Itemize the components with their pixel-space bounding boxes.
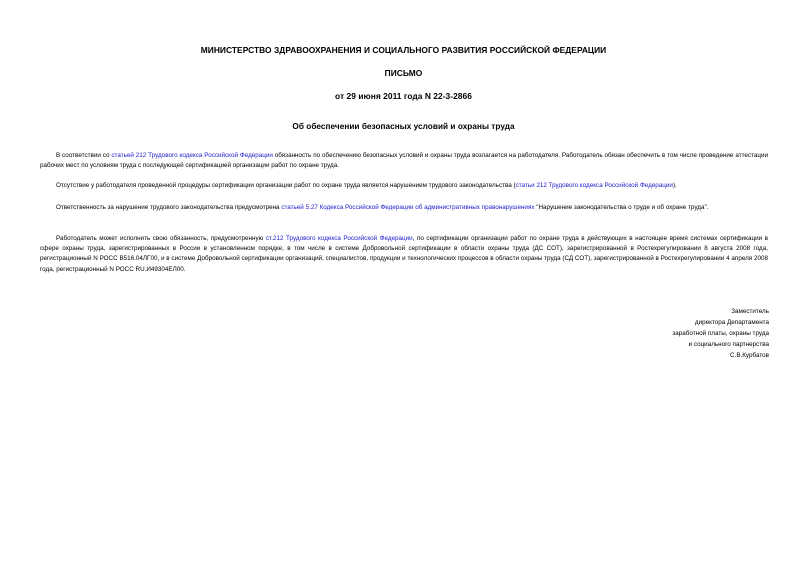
article-212-link[interactable]: статьей 212 Трудового кодекса Российской Федерации: [111, 152, 273, 159]
ministry-heading: МИНИСТЕРСТВО ЗДРАВООХРАНЕНИЯ И СОЦИАЛЬНОГО РАЗВИТИЯ РОССИЙСКОЙ ФЕДЕРАЦИИ: [200, 45, 607, 55]
paragraph-2-text-end: ).: [672, 182, 677, 189]
signatory-name: С.В.Курбатов: [730, 352, 769, 359]
article-212-link-2[interactable]: статьи 212 Трудового кодекса Российской Федерации: [515, 182, 673, 189]
signature-line-title: Заместитель: [731, 308, 769, 315]
paragraph-3-text-start: Ответственность за нарушение трудового законодательства предусмотрена: [56, 204, 282, 211]
paragraph-2-text-start: Отсутствие у работодателя проведенной процедуры сертификации организации работ по охране труда является нарушением трудового законодательства (: [56, 182, 516, 189]
paragraph-4-text-end: , по сертификации организации работ по охране труда в действующих в настоящее время системах сертификации в сфере охраны труда, зарегистрированных в России в установленном порядке, в том числе в системе Добровольной сертификации в области охраны труда (ДС СОТ), зарегистрированной в Ростехрегулировании 8 августа 2008 года, регистрационный N РОСС В516.04ЛГ00, и в системе Добровольной сертификации организаций, специалистов, продукции и технологических процессов в области охраны труда (СД СОТ), зарегистрированной в Ростехрегулировании 4 апреля 2008 года, регистрационный N РОСС RU.И49304ЕЛ00.: [40, 235, 768, 273]
article-5-27-link[interactable]: статьей 5.27 Кодекса Российской Федерации об административных правонарушениях: [281, 204, 535, 211]
article-212-link-3[interactable]: ст.212 Трудового кодекса Российской Федерации: [265, 235, 413, 242]
paragraph-4: [40, 234, 768, 275]
paragraph-4-text-start: Работодатель может исполнить свою обязанность, предусмотренную: [56, 235, 266, 242]
signature-block: [672, 306, 769, 361]
signature-line-department: заработной платы, охраны труда: [672, 330, 769, 337]
paragraph-1-text-end: обязанность по обеспечению безопасных условий и охраны труда возлагается на работодателя. Работодатель обязан обеспечить в том числе проведение аттестации рабочих мест по условиям труда с последующей сертификацией организации работ по охране труда.: [40, 152, 768, 170]
paragraph-3: [40, 203, 768, 213]
paragraph-3-text-end: "Нарушение законодательства о труде и об охране труда".: [534, 204, 709, 211]
paragraph-1-text-start: В соответствии со: [56, 152, 112, 159]
subject-heading: Об обеспечении безопасных условий и охраны труда: [292, 122, 515, 131]
date-number-heading: от 29 июня 2011 года N 22-3-2866: [335, 91, 472, 101]
signature-line-position: директора Департамента: [694, 319, 769, 326]
document-type-heading: ПИСЬМО: [384, 68, 423, 78]
paragraph-1: [40, 151, 768, 171]
paragraph-2: [40, 181, 768, 191]
signature-line-partnership: и социального партнерства: [688, 341, 769, 348]
